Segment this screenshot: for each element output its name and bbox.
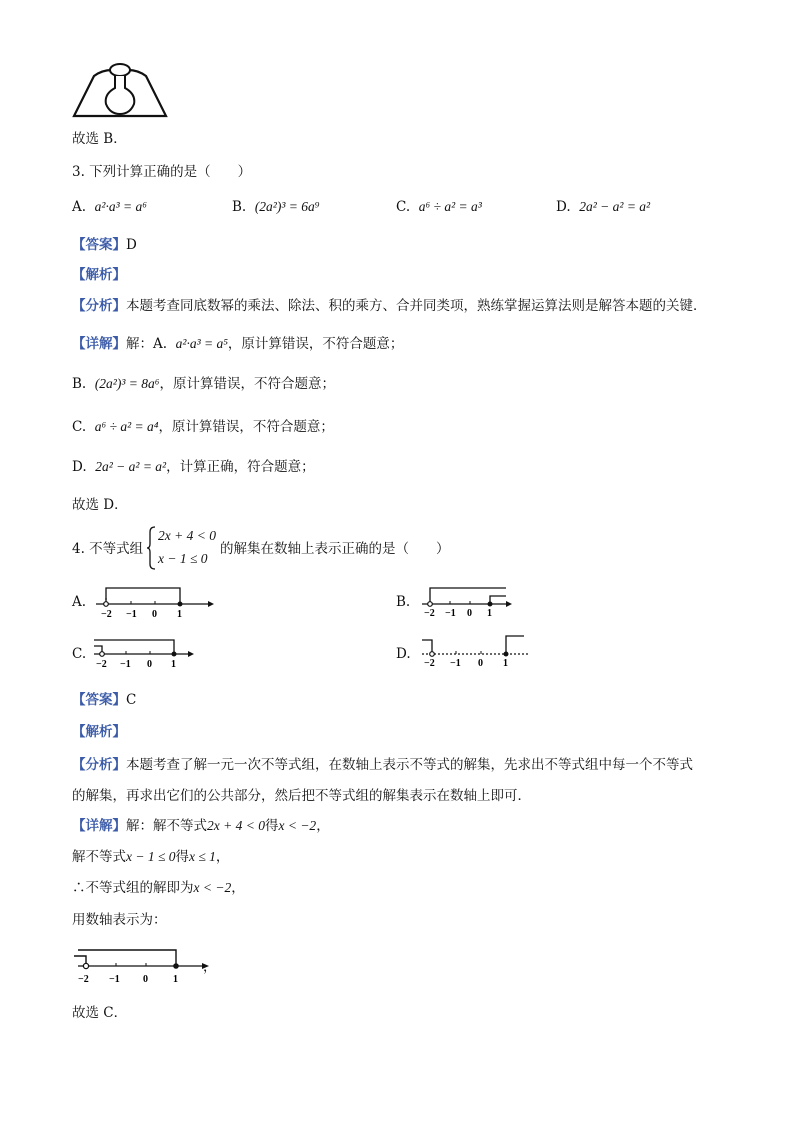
q4-stem-prefix: 4. 不等式组 (72, 541, 144, 557)
system-brace (146, 526, 156, 570)
q4-stem-suffix: 的解集在数轴上表示正确的是（ ） (220, 541, 450, 557)
flask-under-arch-figure (72, 58, 168, 120)
q4-step-1: 【详解】解：解不等式2x + 4 < 0得x < −2， (72, 818, 330, 834)
q4-option-c-label[interactable]: C. (72, 646, 87, 662)
q3-option-a[interactable]: A. a²·a³ = a⁶ (72, 199, 147, 215)
q3-answer: 【答案】D (72, 237, 137, 253)
tick-label: 0 (143, 974, 148, 985)
q4-analysis-heading: 【解析】 (72, 724, 126, 740)
q4-option-b-number-line[interactable] (418, 584, 518, 622)
tick-label: −1 (450, 658, 461, 669)
q4-fenxi-line-2: 的解集，再求出它们的公共部分，然后把不等式组的解集表示在数轴上即可． (72, 788, 531, 804)
q3-step-b: B. (2a²)³ = 8a⁶，原计算错误，不符合题意； (72, 376, 335, 392)
tick-label: 0 (467, 608, 472, 619)
q3-conclusion: 故选 D． (72, 497, 128, 513)
q3-fenxi: 【分析】本题考查同底数幂的乘法、除法、积的乘方、合并同类项，熟练掌握运算法则是解答本题的关键． (72, 298, 707, 314)
tick-label: 1 (171, 659, 176, 670)
q4-option-b-label[interactable]: B. (396, 594, 411, 610)
q4-option-d-label[interactable]: D. (396, 646, 411, 662)
q4-option-a-number-line[interactable] (92, 584, 222, 622)
tick-label: −1 (126, 609, 137, 620)
tick-label: 0 (147, 659, 152, 670)
q4-option-c-number-line[interactable] (90, 632, 200, 672)
system-inequality-1: 2x + 4 < 0 (158, 528, 216, 543)
q3-analysis-heading: 【解析】 (72, 267, 126, 283)
tick-label: 1 (487, 608, 492, 619)
q4-fenxi-line-1: 【分析】本题考查了解一元一次不等式组，在数轴上表示不等式的解集，先求出不等式组中每一个不等式 (72, 757, 693, 773)
q3-step-a: 【详解】解：A. a²·a³ = a⁵，原计算错误，不符合题意； (72, 336, 404, 352)
tick-label: −2 (96, 659, 107, 670)
tick-label: 1 (503, 658, 508, 669)
q4-option-d-number-line[interactable] (418, 630, 530, 674)
q4-conclusion: 故选 C． (72, 1005, 128, 1021)
number-line-comma: ， (203, 959, 217, 975)
tick-label: −2 (424, 658, 435, 669)
tick-label: 0 (478, 658, 483, 669)
tick-label: −1 (109, 974, 120, 985)
q4-step-4: 用数轴表示为： (72, 912, 167, 928)
tick-label: −1 (120, 659, 131, 670)
tick-label: 0 (152, 609, 157, 620)
tick-label: 1 (177, 609, 182, 620)
tick-label: −2 (424, 608, 435, 619)
tick-label: −2 (101, 609, 112, 620)
q2-conclusion: 故选 B． (72, 131, 127, 147)
q3-option-c[interactable]: C. a⁶ ÷ a² = a³ (396, 199, 482, 215)
q3-step-c: C. a⁶ ÷ a² = a⁴，原计算错误，不符合题意； (72, 419, 334, 435)
q4-step-3: ∴不等式组的解即为x < −2， (72, 880, 245, 896)
q3-option-d[interactable]: D. 2a² − a² = a² (556, 199, 651, 215)
tick-label: −2 (78, 974, 89, 985)
tick-label: −1 (445, 608, 456, 619)
q3-stem: 3. 下列计算正确的是（ ） (72, 164, 252, 180)
tick-label: 1 (173, 974, 178, 985)
q3-step-d: D. 2a² − a² = a²，计算正确，符合题意； (72, 459, 315, 475)
q4-step-2: 解不等式x − 1 ≤ 0得x ≤ 1， (72, 849, 230, 865)
q4-answer: 【答案】C (72, 692, 137, 708)
q4-option-a-label[interactable]: A. (72, 594, 87, 610)
system-inequality-2: x − 1 ≤ 0 (158, 551, 208, 566)
q3-option-b[interactable]: B. (2a²)³ = 6a⁹ (232, 199, 320, 215)
